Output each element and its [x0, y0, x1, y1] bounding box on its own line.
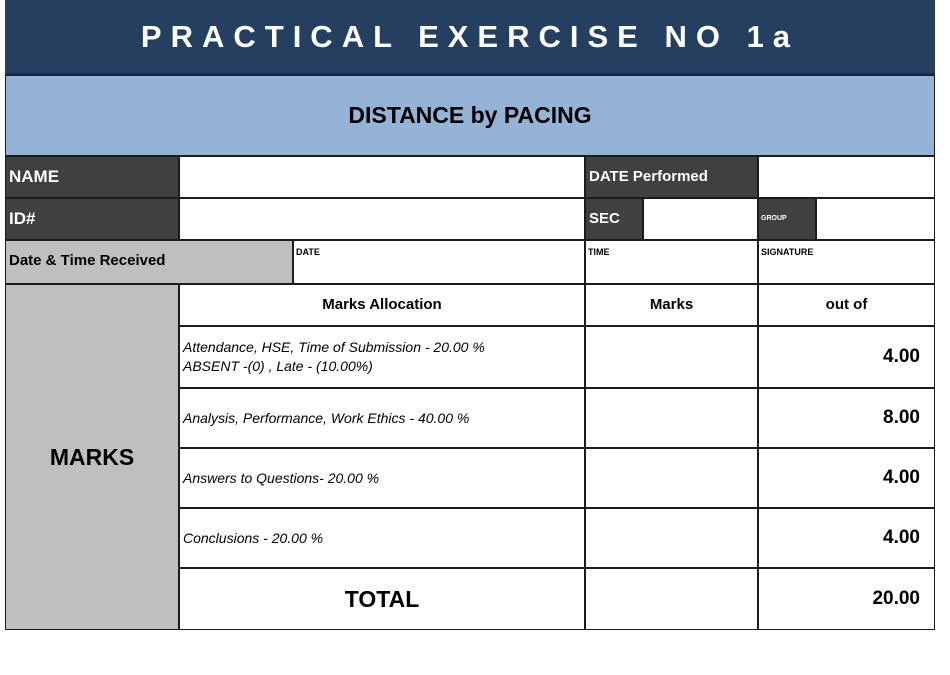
allocation-text: Attendance, HSE, Time of Submission - 20.00 %	[183, 339, 485, 355]
allocation-row	[179, 508, 585, 568]
total-marks-input[interactable]	[585, 568, 758, 630]
allocation-row	[179, 326, 585, 388]
time-received-field[interactable]	[585, 240, 758, 284]
total-label: TOTAL	[179, 568, 585, 630]
sec-label: SEC	[585, 198, 643, 240]
out-of-value: 4.00	[758, 326, 935, 388]
name-field[interactable]	[179, 156, 585, 198]
marks-input[interactable]	[585, 388, 758, 448]
out-of-value: 8.00	[758, 388, 935, 448]
allocation-row	[179, 388, 585, 448]
out-of-value: 4.00	[758, 448, 935, 508]
allocation-text: Analysis, Performance, Work Ethics - 40.00 %	[183, 409, 470, 426]
signature-label: SIGNATURE	[761, 247, 814, 257]
sheet-title: PRACTICAL EXERCISE NO 1a	[5, 0, 935, 75]
col-header-allocation: Marks Allocation	[179, 284, 585, 326]
total-out-of-value: 20.00	[758, 568, 935, 630]
marks-side-label: MARKS	[5, 284, 179, 630]
id-field[interactable]	[179, 198, 585, 240]
allocation-text: Answers to Questions- 20.00 %	[183, 469, 380, 486]
id-label: ID#	[5, 198, 179, 240]
col-header-out-of: out of	[758, 284, 935, 326]
out-of-value: 4.00	[758, 508, 935, 568]
group-label: GROUP	[758, 198, 816, 240]
received-label: Date & Time Received	[5, 240, 293, 284]
date-received-field[interactable]	[293, 240, 585, 284]
date-performed-label: DATE Performed	[585, 156, 758, 198]
marks-input[interactable]	[585, 508, 758, 568]
allocation-row	[179, 448, 585, 508]
sheet-subtitle: DISTANCE by PACING	[5, 75, 935, 156]
date-label: DATE	[296, 247, 320, 257]
date-performed-field[interactable]	[758, 156, 935, 198]
marks-input[interactable]	[585, 448, 758, 508]
name-label: NAME	[5, 156, 179, 198]
allocation-text: Conclusions - 20.00 %	[183, 529, 324, 546]
sec-field[interactable]	[643, 198, 758, 240]
signature-field[interactable]	[758, 240, 935, 284]
marks-input[interactable]	[585, 326, 758, 388]
time-label: TIME	[588, 247, 610, 257]
group-field[interactable]	[816, 198, 935, 240]
col-header-marks: Marks	[585, 284, 758, 326]
allocation-subtext: ABSENT -(0) , Late - (10.00%)	[183, 358, 373, 374]
